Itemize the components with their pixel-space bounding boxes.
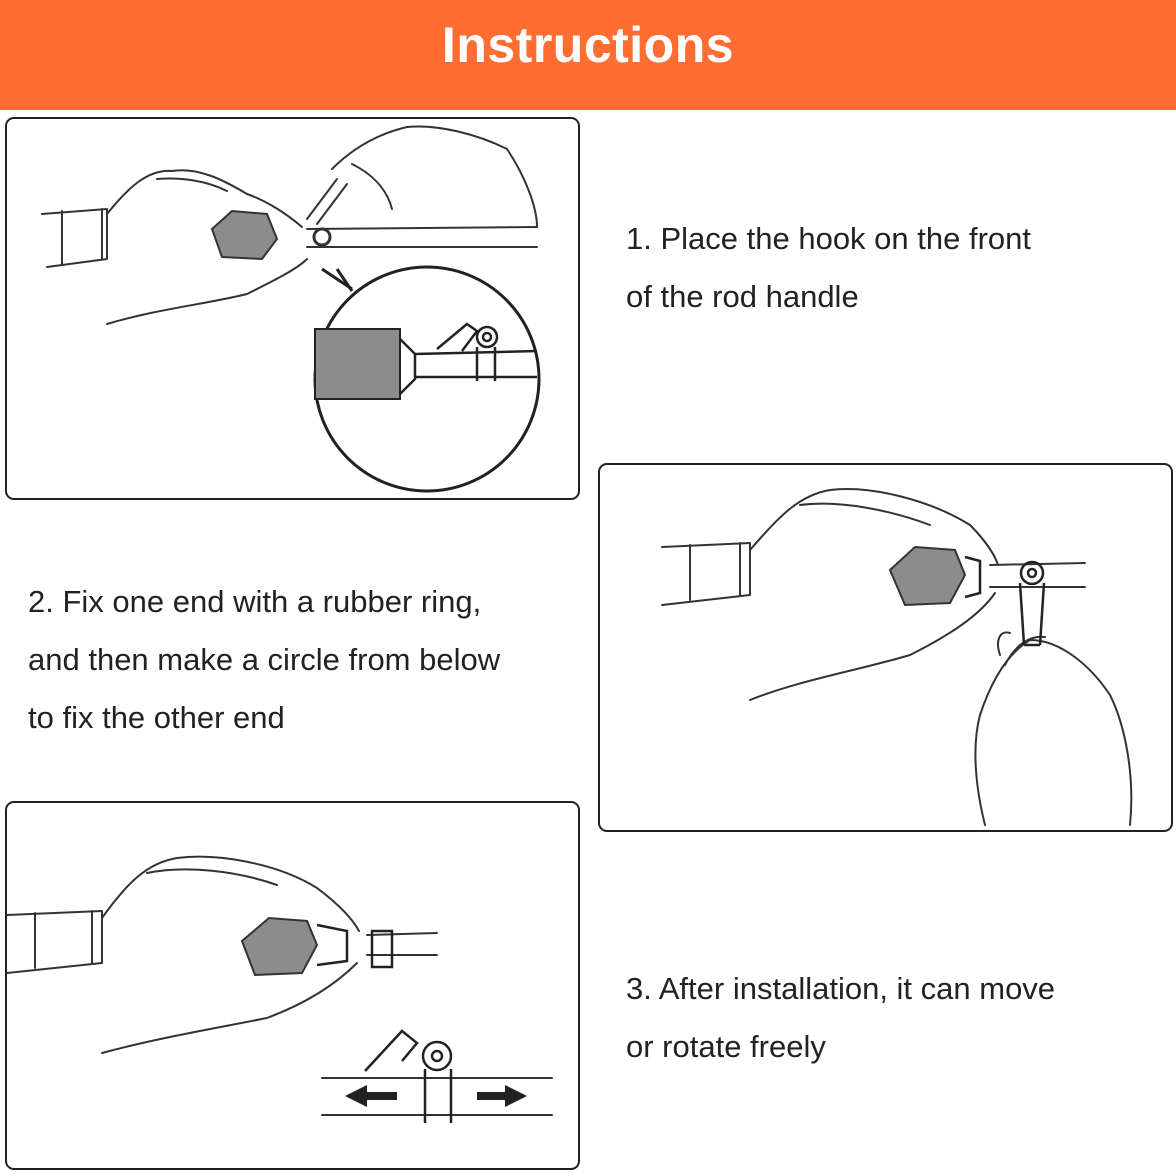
illustration-panel-3 [5, 801, 580, 1170]
step-2-line-3: to fix the other end [28, 700, 285, 735]
step-3-line-2: or rotate freely [626, 1029, 826, 1064]
step-3-line-1: 3. After installation, it can move [626, 971, 1056, 1006]
hand-placing-hook-illustration [7, 119, 580, 500]
step-2-line-1: 2. Fix one end with a rubber ring, [28, 584, 482, 619]
free-moving-hook-illustration [7, 803, 580, 1170]
page-title: Instructions [441, 17, 735, 73]
step-1-line-2: of the rod handle [626, 279, 859, 314]
step-2-line-2: and then make a circle from below [28, 642, 501, 677]
step-1-text [626, 210, 1031, 326]
illustration-panel-2 [598, 463, 1173, 832]
step-2-text [28, 573, 500, 747]
rubber-ring-fixing-illustration [600, 465, 1173, 832]
step-1-line-1: 1. Place the hook on the front [626, 221, 1031, 256]
step-3-text [626, 960, 1055, 1076]
header-banner [0, 0, 1176, 110]
illustration-panel-1 [5, 117, 580, 500]
